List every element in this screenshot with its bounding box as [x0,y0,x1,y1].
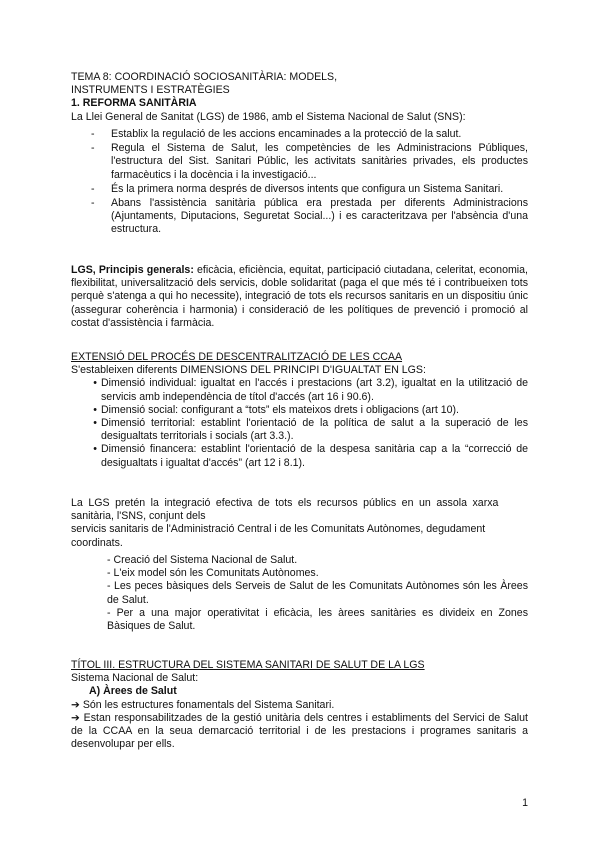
lgs-line-4: coordinats. [71,536,123,549]
list-item: - Per a una major operativitat i eficàcia, les àrees sanitàries es divideix en Zones Bàsiques de Salut. [107,606,528,633]
list-item [71,443,528,469]
section1-intro: La Llei General de Sanitat (LGS) de 1986, amb el Sistema Nacional de Salut (SNS): [71,110,466,123]
list-item [71,699,528,712]
list-item [71,128,528,141]
list-item [71,377,528,403]
section1-list [71,128,528,237]
list-dash: - [91,128,95,140]
list-item-text: És la primera norma després de diversos intents que configura un Sistema Sanitari. [111,182,504,195]
section1-heading: 1. REFORMA SANITÀRIA [71,97,197,110]
bullet-mark: • [93,403,97,416]
decentralization-intro: S'estableixen diferents DIMENSIONS DEL PRINCIPI D'IGUALTAT EN LGS: [71,364,426,377]
list-item-text: Establix la regulació de les accions encaminades a la protecció de la salut. [111,128,462,140]
title3-intro: Sistema Nacional de Salut: [71,672,199,685]
list-dash: - [91,182,95,195]
arrow-icon: ➔ [71,711,80,724]
lgs-paragraph [71,497,528,550]
list-item-text: Dimensió individual: igualtat en l'accés i prestacions (art 3.2), igualtat en la utilització de servicis amb independència de títol d'accés (art 16 i 90.6). [101,377,528,403]
list-item: - Creació del Sistema Nacional de Salut. [107,554,298,566]
list-item [71,404,528,417]
lgs-line-2: sanitària, l'SNS, conjunt dels [71,510,206,523]
list-item-text: Dimensió territorial: establint l'orientació de la política de salut a la superació de les desigualtats territorials i socials (art 3.3.). [101,417,528,443]
decentralization-heading: EXTENSIÓ DEL PROCÉS DE DESCENTRALITZACIÓ DE LES CCAA [71,351,403,363]
principles-paragraph [71,264,528,330]
lgs-line-3: servicis sanitaris de l'Administració Central i de les Comunitats Autònomes, degudament [71,523,486,536]
bullet-mark: • [93,377,97,390]
page-number: 1 [522,797,528,809]
principles-text: eficàcia, eficiència, equitat, participació ciutadana, celeritat, economia, flexibilitat, universalització dels servicis, doble solidaritat (paga el que més té i contribueixen tots perquè s'atenga a qui ho necessite), integració de tots els recursos sanitaris en un dispositiu únic (assegurar coherència i harmonia) i consideració de les polítiques de prevenció i promoció al costat d'assistència i farmàcia. [71,264,528,329]
list-item-text: Dimensió social: configurant a “tots” els mateixos drets i obligacions (art 10). [101,403,459,416]
list-item-text: Estan responsabilitzades de la gestió unitària dels centres i establiments del Servici de Salut de la CCAA en la seua demarcació territorial i de les prestacions i programes sanitaris a desenvolupar per ells. [71,711,528,751]
decentralization-section [71,351,528,470]
list-item: - L'eix model són les Comunitats Autònomes. [107,567,319,580]
list-item-text: Abans l'assistència sanitària pública era prestada per diferents Administracions (Ajuntaments, Diputacions, Seguretat Social...) i es caracteritzava per l'absència d'una estructura. [111,197,528,236]
title-line-1: TEMA 8: COORDINACIÓ SOCIOSANITÀRIA: MODELS, [71,71,338,83]
list-dash: - [91,197,95,210]
list-item [71,183,528,196]
lgs-list [71,554,528,633]
title-block [71,71,528,124]
list-item [71,142,528,182]
bullet-mark: • [93,443,97,456]
subsection-a-heading: A) Àrees de Salut [89,685,177,698]
lgs-line-1: La LGS pretén la integració efectiva de tots els recursos públics en un assola xarxa [71,497,499,509]
list-item [71,197,528,237]
principles-label: LGS, Principis generals: [71,264,194,276]
list-item-text: Regula el Sistema de Salut, les competències de les Administracions Públiques, l'estructura del Sist. Sanitari Públic, les activitats sanitàries privades, els productes farmacèutics i la docència i la investigació... [111,142,528,181]
list-item [71,417,528,443]
list-dash: - [91,142,95,155]
bullet-mark: • [93,417,97,430]
list-item: - Les peces bàsiques dels Serveis de Salut de les Comunitats Autònomes són les Àrees de Salut. [107,580,528,606]
list-item-text: Dimensió financera: establint l'orientació de la despesa sanitària cap a la “correcció de desigualtats i igualtat d'accés” (art 12 i 8.1). [101,443,528,469]
arrow-icon: ➔ [71,698,80,711]
list-item-text: Són les estructures fonamentals del Sistema Sanitari. [79,698,335,711]
title3-section [71,659,528,751]
title-line-2: INSTRUMENTS I ESTRATÈGIES [71,84,230,97]
title3-heading: TÍTOL III. ESTRUCTURA DEL SISTEMA SANITARI DE SALUT DE LA LGS [71,659,425,671]
list-item [71,712,528,752]
